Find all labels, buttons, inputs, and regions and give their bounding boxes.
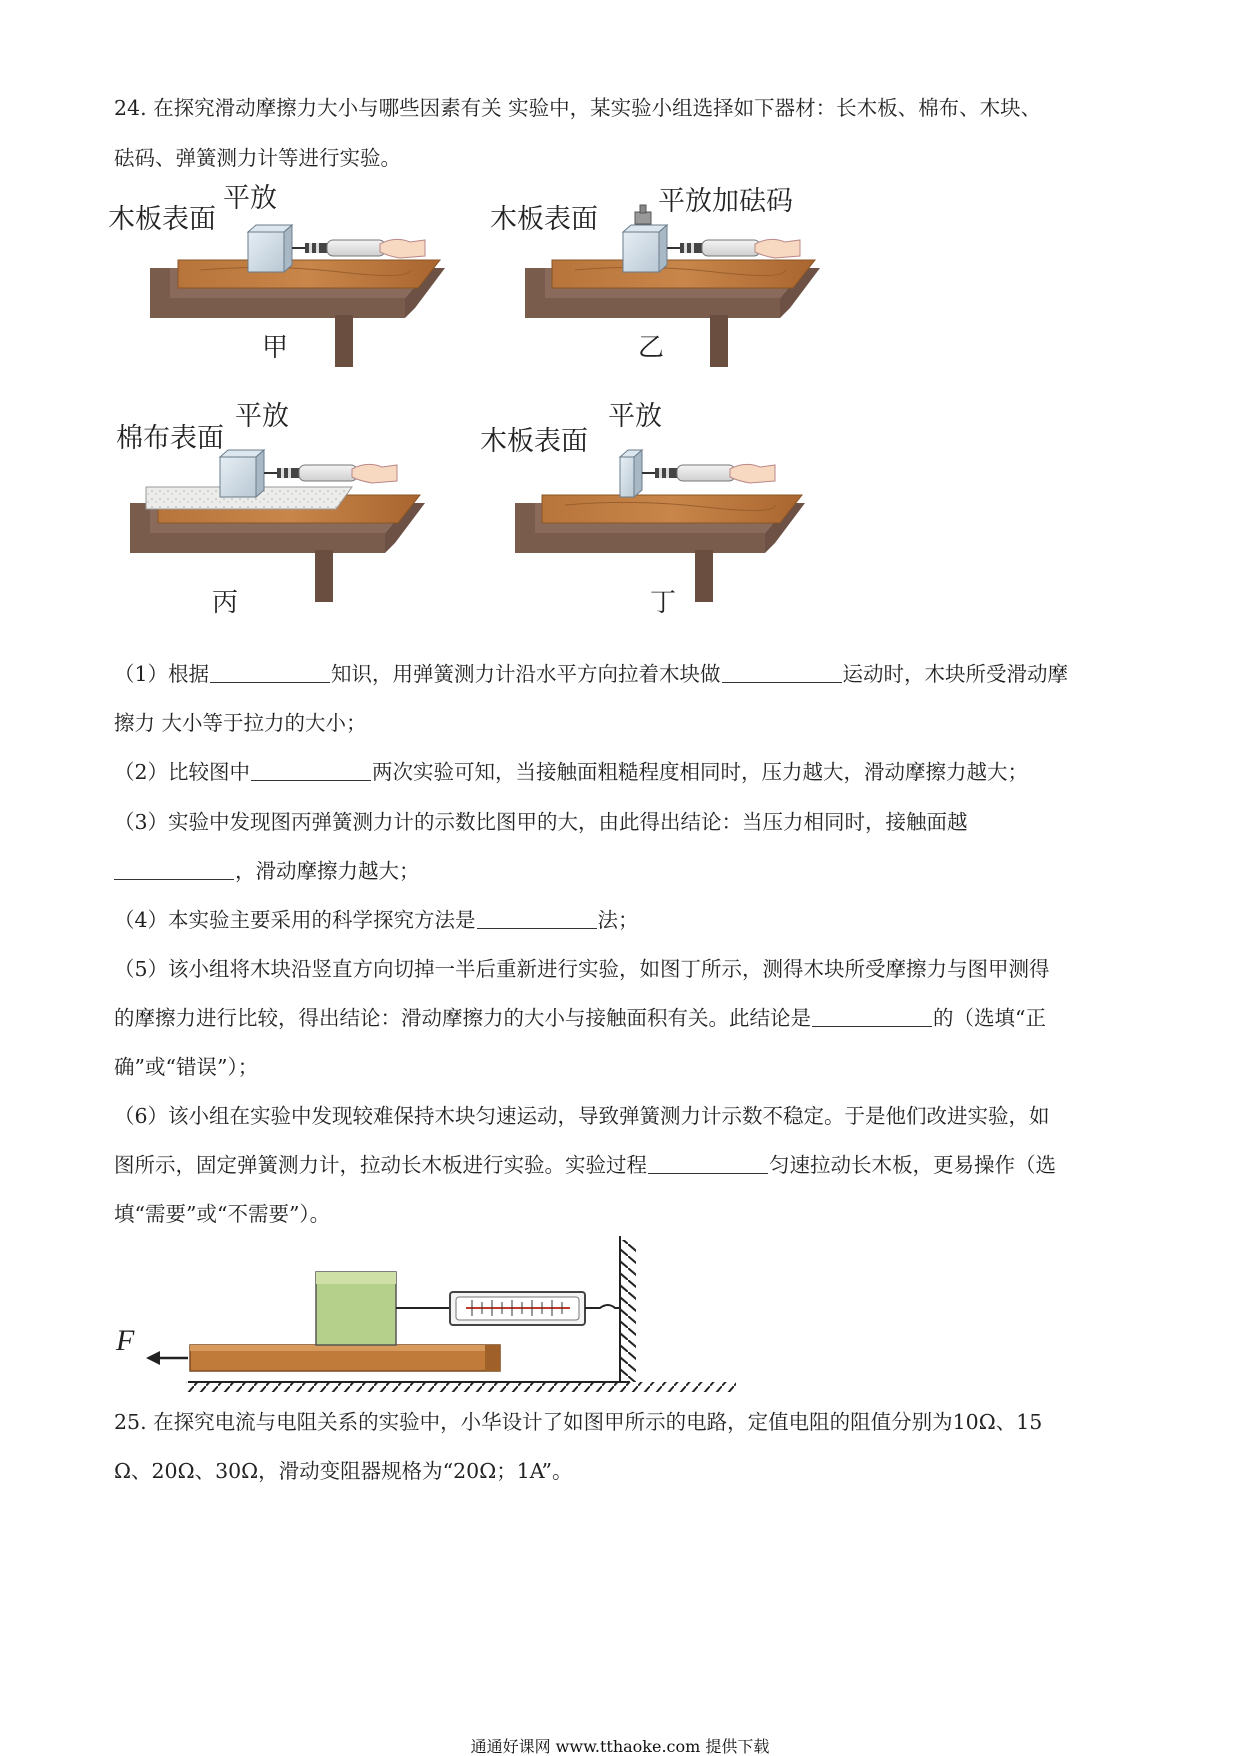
- figure-caption: 乙: [638, 333, 665, 363]
- spring-scale: [667, 240, 760, 256]
- q24-part6-line1: （6）该小组在实验中发现较难保持木块匀速运动，导致弹簧测力计示数不稳定。于是他们改进实验，如: [114, 1104, 1050, 1128]
- placement-label: 平放加砝码: [658, 186, 793, 217]
- blank-p4[interactable]: [477, 910, 597, 929]
- figure-yi: [480, 186, 860, 400]
- hand-icon: [352, 464, 397, 483]
- blank-p6[interactable]: [648, 1155, 768, 1174]
- blank-p2[interactable]: [251, 762, 371, 781]
- q24-part6-line2: 图所示，固定弹簧测力计，拉动长木板进行实验。实验过程 匀速拉动长木板，更易操作（选: [114, 1153, 1056, 1177]
- fixed-spring-scale: [450, 1292, 620, 1325]
- q24-part5-line3: 确”或“错误”）；: [114, 1055, 259, 1079]
- half-wood-block: [620, 450, 642, 497]
- force-label: F: [116, 1324, 135, 1357]
- spring-scale: [642, 465, 735, 481]
- figure-jia: [108, 183, 470, 400]
- q24-part5-line2: 的摩擦力进行比较，得出结论：滑动摩擦力的大小与接触面积有关。此结论是 的（选填“正: [114, 1006, 1046, 1030]
- blank-p5[interactable]: [812, 1008, 932, 1027]
- q24-part5-line1: （5）该小组将木块沿竖直方向切掉一半后重新进行实验，如图丁所示，测得木块所受摩擦力与图甲测得: [114, 957, 1050, 981]
- wood-block: [623, 225, 667, 272]
- q24-part2: （2）比较图中 两次实验可知，当接触面粗糙程度相同时，压力越大，滑动摩擦力越大；: [114, 760, 1029, 784]
- arrow-left-icon: [146, 1351, 160, 1365]
- q24-part3-line2: ，滑动摩擦力越大；: [114, 861, 420, 882]
- surface-label: 木板表面: [480, 426, 588, 457]
- placement-label: 平放: [223, 183, 277, 214]
- q24-part3-line1: （3）实验中发现图丙弹簧测力计的示数比图甲的大，由此得出结论：当压力相同时，接触面越: [114, 810, 968, 834]
- blank-p1-1[interactable]: [210, 664, 330, 683]
- figure-ding: [480, 401, 860, 635]
- placement-label: 平放: [235, 401, 289, 432]
- q24-part1-line1: （1）根据 知识，用弹簧测力计沿水平方向拉着木块做 运动时，木块所受滑动摩: [114, 662, 1069, 686]
- footer: 通通好课网 www.tthaoke.com 提供下载: [470, 1737, 770, 1756]
- q25-line2: Ω、20Ω、30Ω，滑动变阻器规格为“20Ω；1A”。: [114, 1459, 573, 1483]
- q24-part1-line2: 擦力 大小等于拉力的大小；: [114, 711, 367, 735]
- hand-icon: [730, 464, 775, 483]
- weight-icon: [635, 205, 651, 224]
- figure-caption: 丁: [650, 588, 677, 618]
- blank-p3[interactable]: [114, 861, 234, 880]
- hand-icon: [755, 239, 800, 258]
- spring-scale: [292, 240, 385, 256]
- placement-label: 平放: [608, 401, 662, 432]
- wood-block: [248, 225, 292, 272]
- figure-caption: 丙: [212, 588, 239, 618]
- wood-block: [220, 450, 264, 497]
- blank-p1-2[interactable]: [722, 664, 842, 683]
- q24-part4: （4）本实验主要采用的科学探究方法是 法；: [114, 908, 639, 932]
- q24-intro-line2: 砝码、弹簧测力计等进行实验。: [114, 146, 401, 170]
- figure-bing: [110, 401, 470, 635]
- figure-improved-setup: [110, 1232, 640, 1392]
- wall-hatch: [620, 1240, 636, 1382]
- spring-scale: [264, 465, 357, 481]
- q24-intro-line1: 24. 在探究滑动摩擦力大小与哪些因素有关 实验中，某实验小组选择如下器材：长木板、棉布、木块、: [114, 96, 1042, 120]
- q25-line1: 25. 在探究电流与电阻关系的实验中，小华设计了如图甲所示的电路，定值电阻的阻值分别为10Ω、15: [114, 1410, 1043, 1434]
- hand-icon: [380, 239, 425, 258]
- surface-label: 木板表面: [108, 204, 216, 235]
- surface-label: 棉布表面: [116, 423, 224, 454]
- figure-caption: 甲: [262, 333, 289, 363]
- surface-label: 木板表面: [490, 204, 598, 235]
- ground-hatch: [186, 1382, 736, 1392]
- q24-part6-line3: 填“需要”或“不需要”）。: [114, 1202, 331, 1226]
